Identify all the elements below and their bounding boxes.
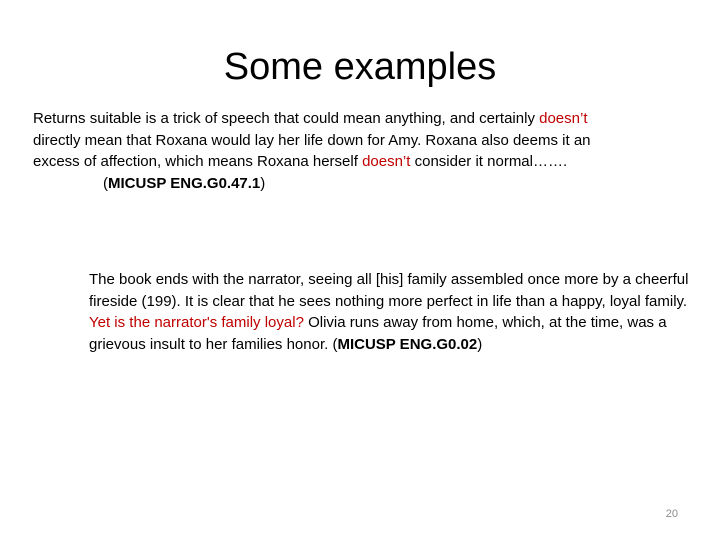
- para1-citation-code: MICUSP ENG.G0.47.1: [108, 174, 261, 192]
- para1-highlight-1: doesn’t: [539, 110, 588, 127]
- page-number: 20: [665, 508, 678, 520]
- para1-highlight-2: doesn’t: [362, 153, 411, 170]
- para2-highlight-1: Yet is the narrator's family loyal?: [89, 314, 304, 331]
- para2-text-2: Olivia runs away from home, which, at the time, was a grievous insult to her families honor. (: [89, 314, 667, 353]
- para2-citation-code: MICUSP ENG.G0.02: [337, 335, 478, 353]
- example-paragraph-2: [89, 269, 709, 355]
- para1-text-2: directly mean that Roxana would lay her life down for Amy. Roxana also deems it an excess of affection, which means Roxana herself: [33, 131, 591, 170]
- para1-text-3: consider it normal…….: [410, 153, 568, 170]
- example-paragraph-1: [33, 108, 593, 194]
- slide-title: Some examples: [223, 46, 497, 88]
- para1-citation-close: ): [260, 174, 266, 192]
- para2-citation-close: ): [477, 335, 483, 353]
- para1-citation-open: (: [103, 174, 108, 192]
- para1-text-1: Returns suitable is a trick of speech that could mean anything, and certainly: [33, 110, 540, 127]
- para2-text-1: The book ends with the narrator, seeing all [his] family assembled once more by a cheerful fireside (199). It is clear that he sees nothing more perfect in life than a happy, loyal family.: [89, 271, 689, 310]
